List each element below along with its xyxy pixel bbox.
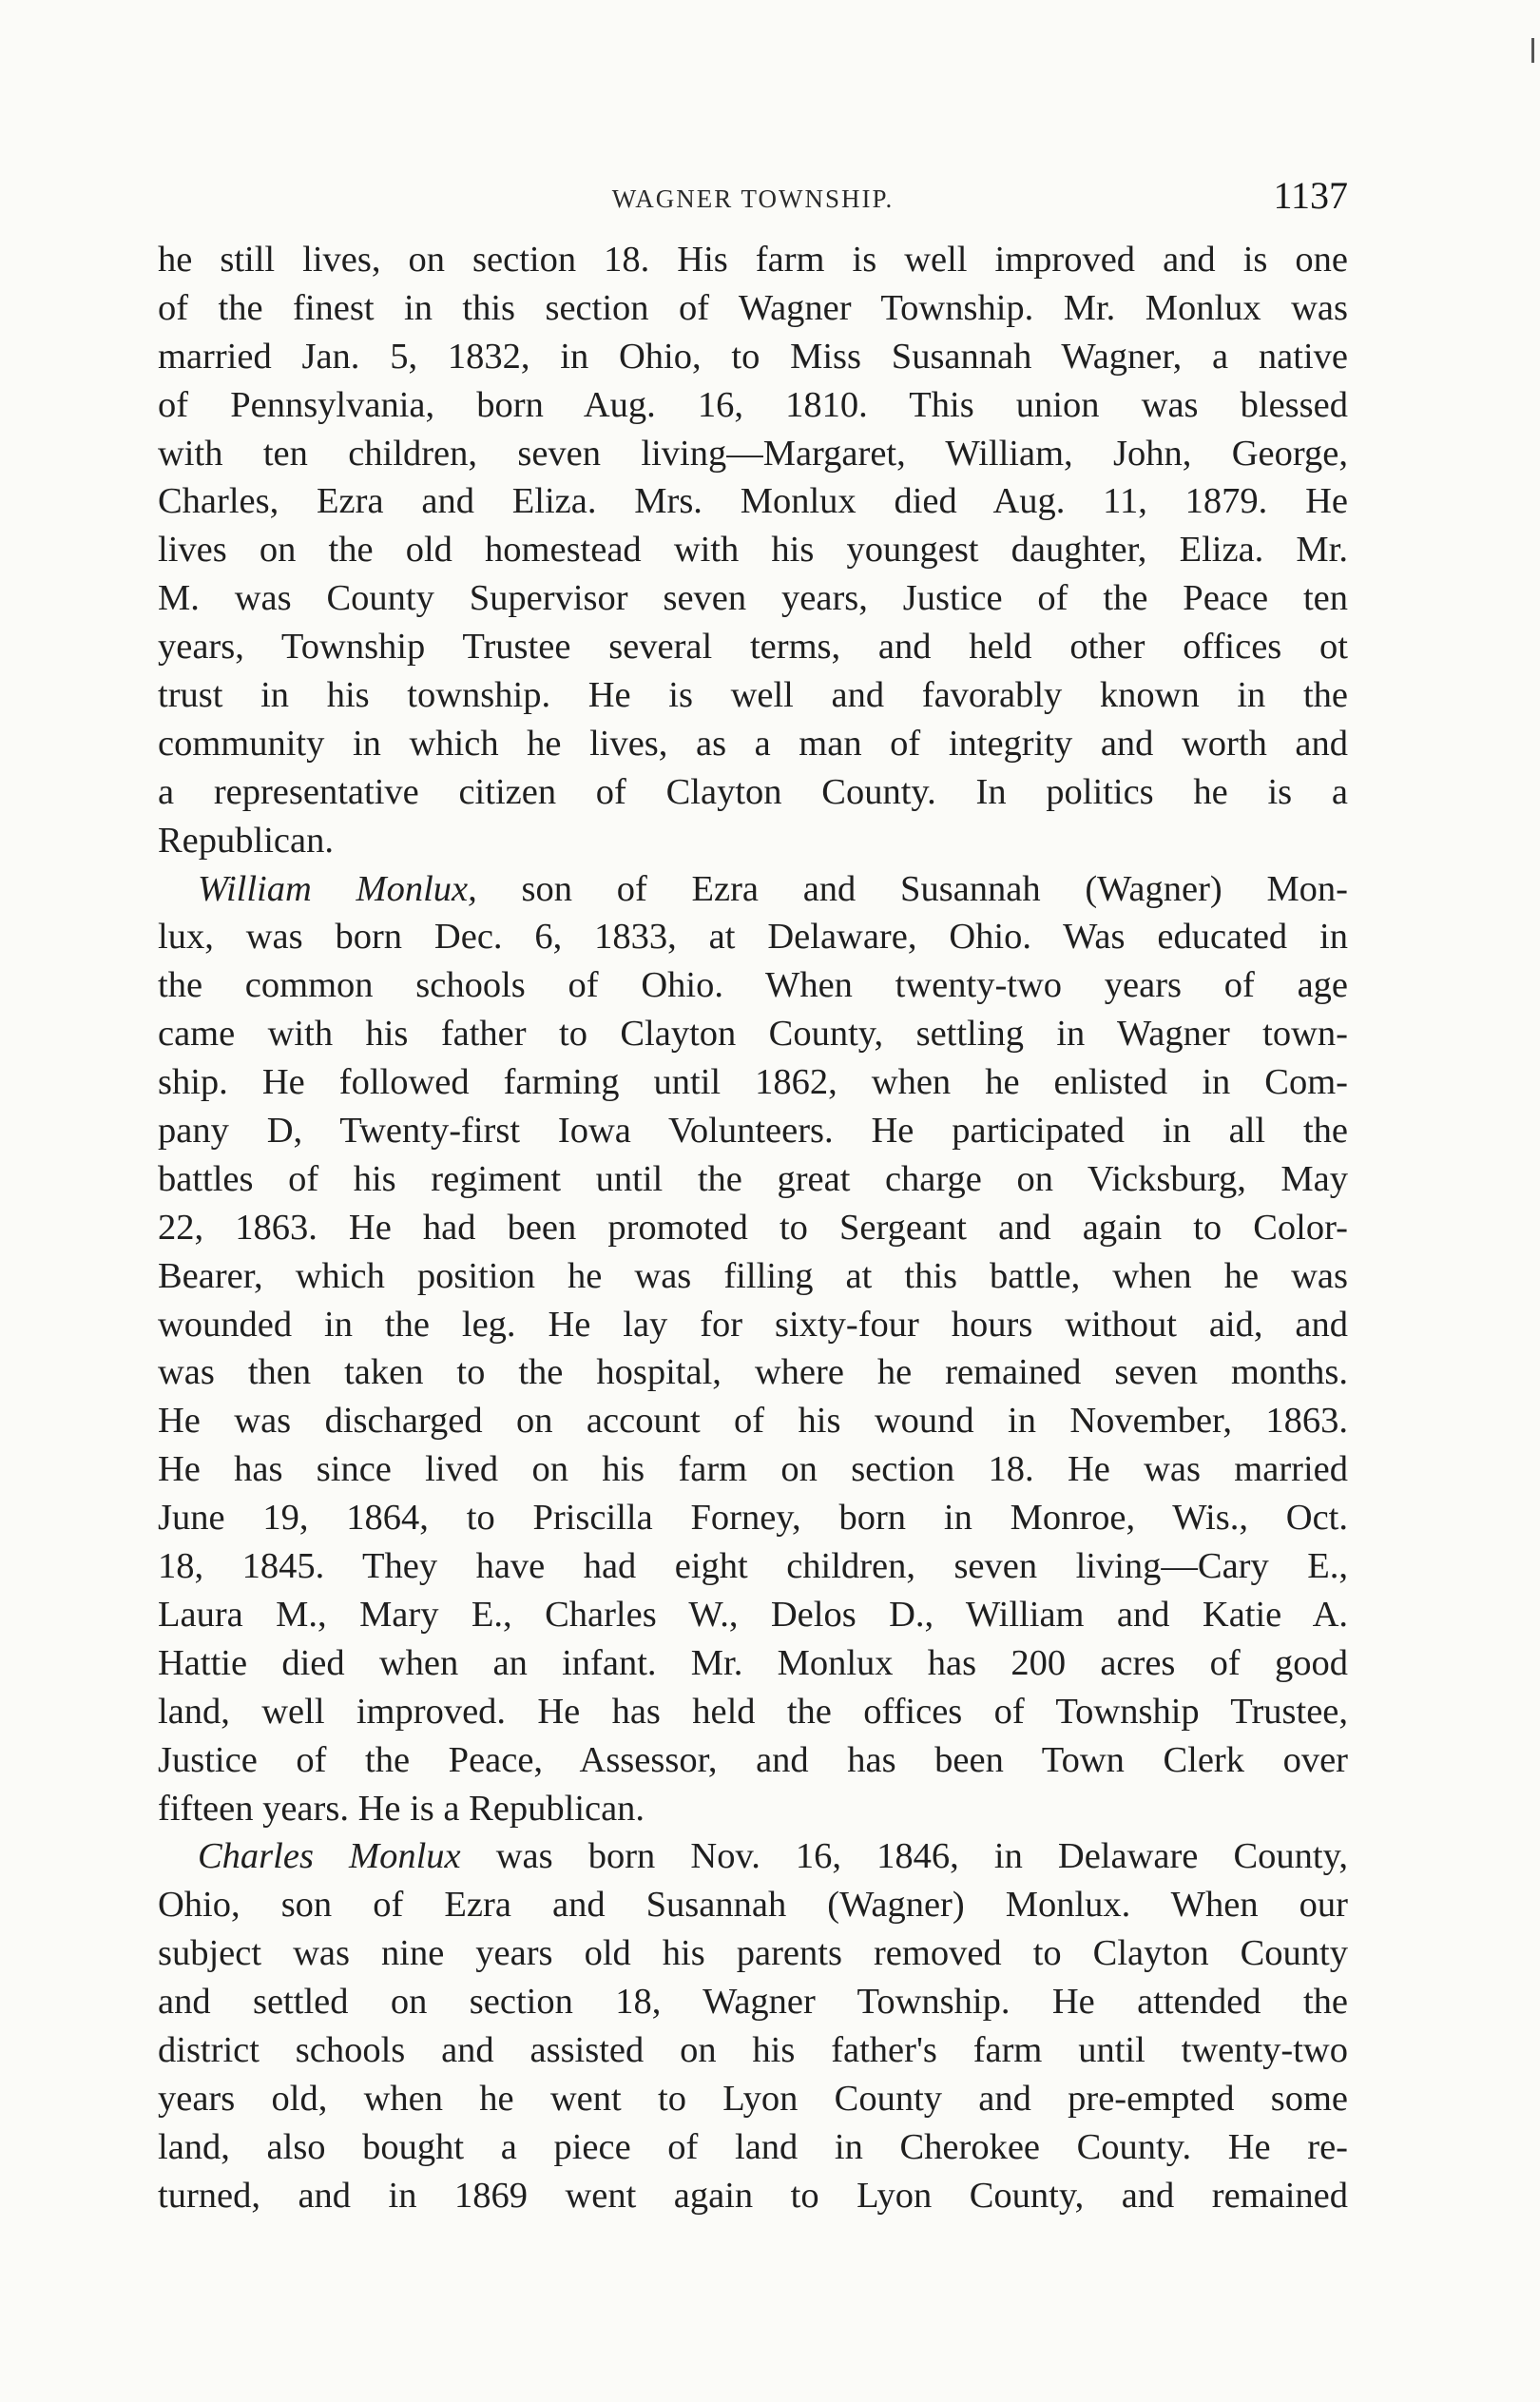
text-line: June 19, 1864, to Priscilla Forney, born in Monroe, Wis., Oct. (158, 1498, 1348, 1539)
text-line: years old, when he went to Lyon County and pre-empted some (158, 2078, 1348, 2119)
body-text (158, 236, 1348, 2220)
text-line: battles of his regiment until the great charge on Vicksburg, May (158, 1158, 1348, 1199)
text-line: pany D, Twenty-first Iowa Volunteers. He participated in all the (158, 1111, 1348, 1152)
text-line: community in which he lives, as a man of integrity and worth and (158, 723, 1348, 764)
text-line: Laura M., Mary E., Charles W., Delos D., William and Katie A. (158, 1594, 1348, 1635)
text-line: turned, and in 1869 went again to Lyon County, and remained (158, 2175, 1348, 2216)
text-fragment: son of Ezra and Susannah (Wagner) Mon- (521, 868, 1348, 909)
text-line: Hattie died when an infant. Mr. Monlux has 200 acres of good (158, 1642, 1348, 1683)
text-line: district schools and assisted on his father's farm until twenty-two (158, 2029, 1348, 2070)
paragraph-william-first-line (158, 865, 1348, 914)
text-line: Justice of the Peace, Assessor, and has been Town Clerk over (158, 1739, 1348, 1780)
text-line: a representative citizen of Clayton County. In politics he is a (158, 771, 1348, 812)
text-line: he still lives, on section 18. His farm is well improved and is one (158, 240, 1348, 280)
running-title: WAGNER TOWNSHIP. (611, 184, 895, 213)
text-line: land, also bought a piece of land in Cherokee County. He re- (158, 2126, 1348, 2167)
text-line: lives on the old homestead with his youngest daughter, Eliza. Mr. (158, 530, 1348, 571)
text-line: came with his father to Clayton County, settling in Wagner town- (158, 1014, 1348, 1055)
text-line: and settled on section 18, Wagner Township. He attended the (158, 1982, 1348, 2023)
text-line: Republican. (158, 820, 334, 861)
person-name-charles: Charles Monlux (198, 1836, 461, 1877)
text-line: with ten children, seven living—Margaret, William, John, George, (158, 433, 1348, 474)
text-line: lux, was born Dec. 6, 1833, at Delaware, Ohio. Was educated in (158, 917, 1348, 958)
text-line: He was discharged on account of his wound in November, 1863. (158, 1401, 1348, 1442)
text-line: the common schools of Ohio. When twenty-two years of age (158, 965, 1348, 1006)
text-line: land, well improved. He has held the offices of Township Trustee, (158, 1691, 1348, 1732)
text-line: was then taken to the hospital, where he remained seven months. (158, 1352, 1348, 1393)
text-line: Ohio, son of Ezra and Susannah (Wagner) Monlux. When our (158, 1885, 1348, 1926)
text-line: ship. He followed farming until 1862, when he enlisted in Com- (158, 1062, 1348, 1103)
text-line: Bearer, which position he was filling at this battle, when he was (158, 1255, 1348, 1296)
text-line: married Jan. 5, 1832, in Ohio, to Miss Susannah Wagner, a native (158, 336, 1348, 377)
text-line: of Pennsylvania, born Aug. 16, 1810. This union was blessed (158, 384, 1348, 425)
text-line: wounded in the leg. He lay for sixty-four hours without aid, and (158, 1304, 1348, 1345)
text-fragment: was born Nov. 16, 1846, in Delaware County, (495, 1836, 1348, 1877)
paragraph-charles-first-line (158, 1832, 1348, 1881)
running-head (158, 173, 1348, 230)
text-line: 18, 1845. They have had eight children, seven living—Cary E., (158, 1546, 1348, 1587)
text-line: of the finest in this section of Wagner Township. Mr. Monlux was (158, 287, 1348, 328)
page-number: 1137 (1273, 174, 1348, 217)
text-line: trust in his township. He is well and favorably known in the (158, 675, 1348, 716)
text-line: He has since lived on his farm on section 18. He was married (158, 1449, 1348, 1490)
person-name-william: William Monlux, (198, 868, 477, 909)
text-line: subject was nine years old his parents removed to Clayton County (158, 1933, 1348, 1974)
text-line: 22, 1863. He had been promoted to Sergeant and again to Color- (158, 1207, 1348, 1248)
margin-mark (1531, 38, 1534, 63)
text-line: years, Township Trustee several terms, and held other offices ot (158, 627, 1348, 668)
text-line: fifteen years. He is a Republican. (158, 1788, 645, 1829)
text-line: Charles, Ezra and Eliza. Mrs. Monlux died Aug. 11, 1879. He (158, 481, 1348, 522)
text-line: M. was County Supervisor seven years, Justice of the Peace ten (158, 578, 1348, 619)
